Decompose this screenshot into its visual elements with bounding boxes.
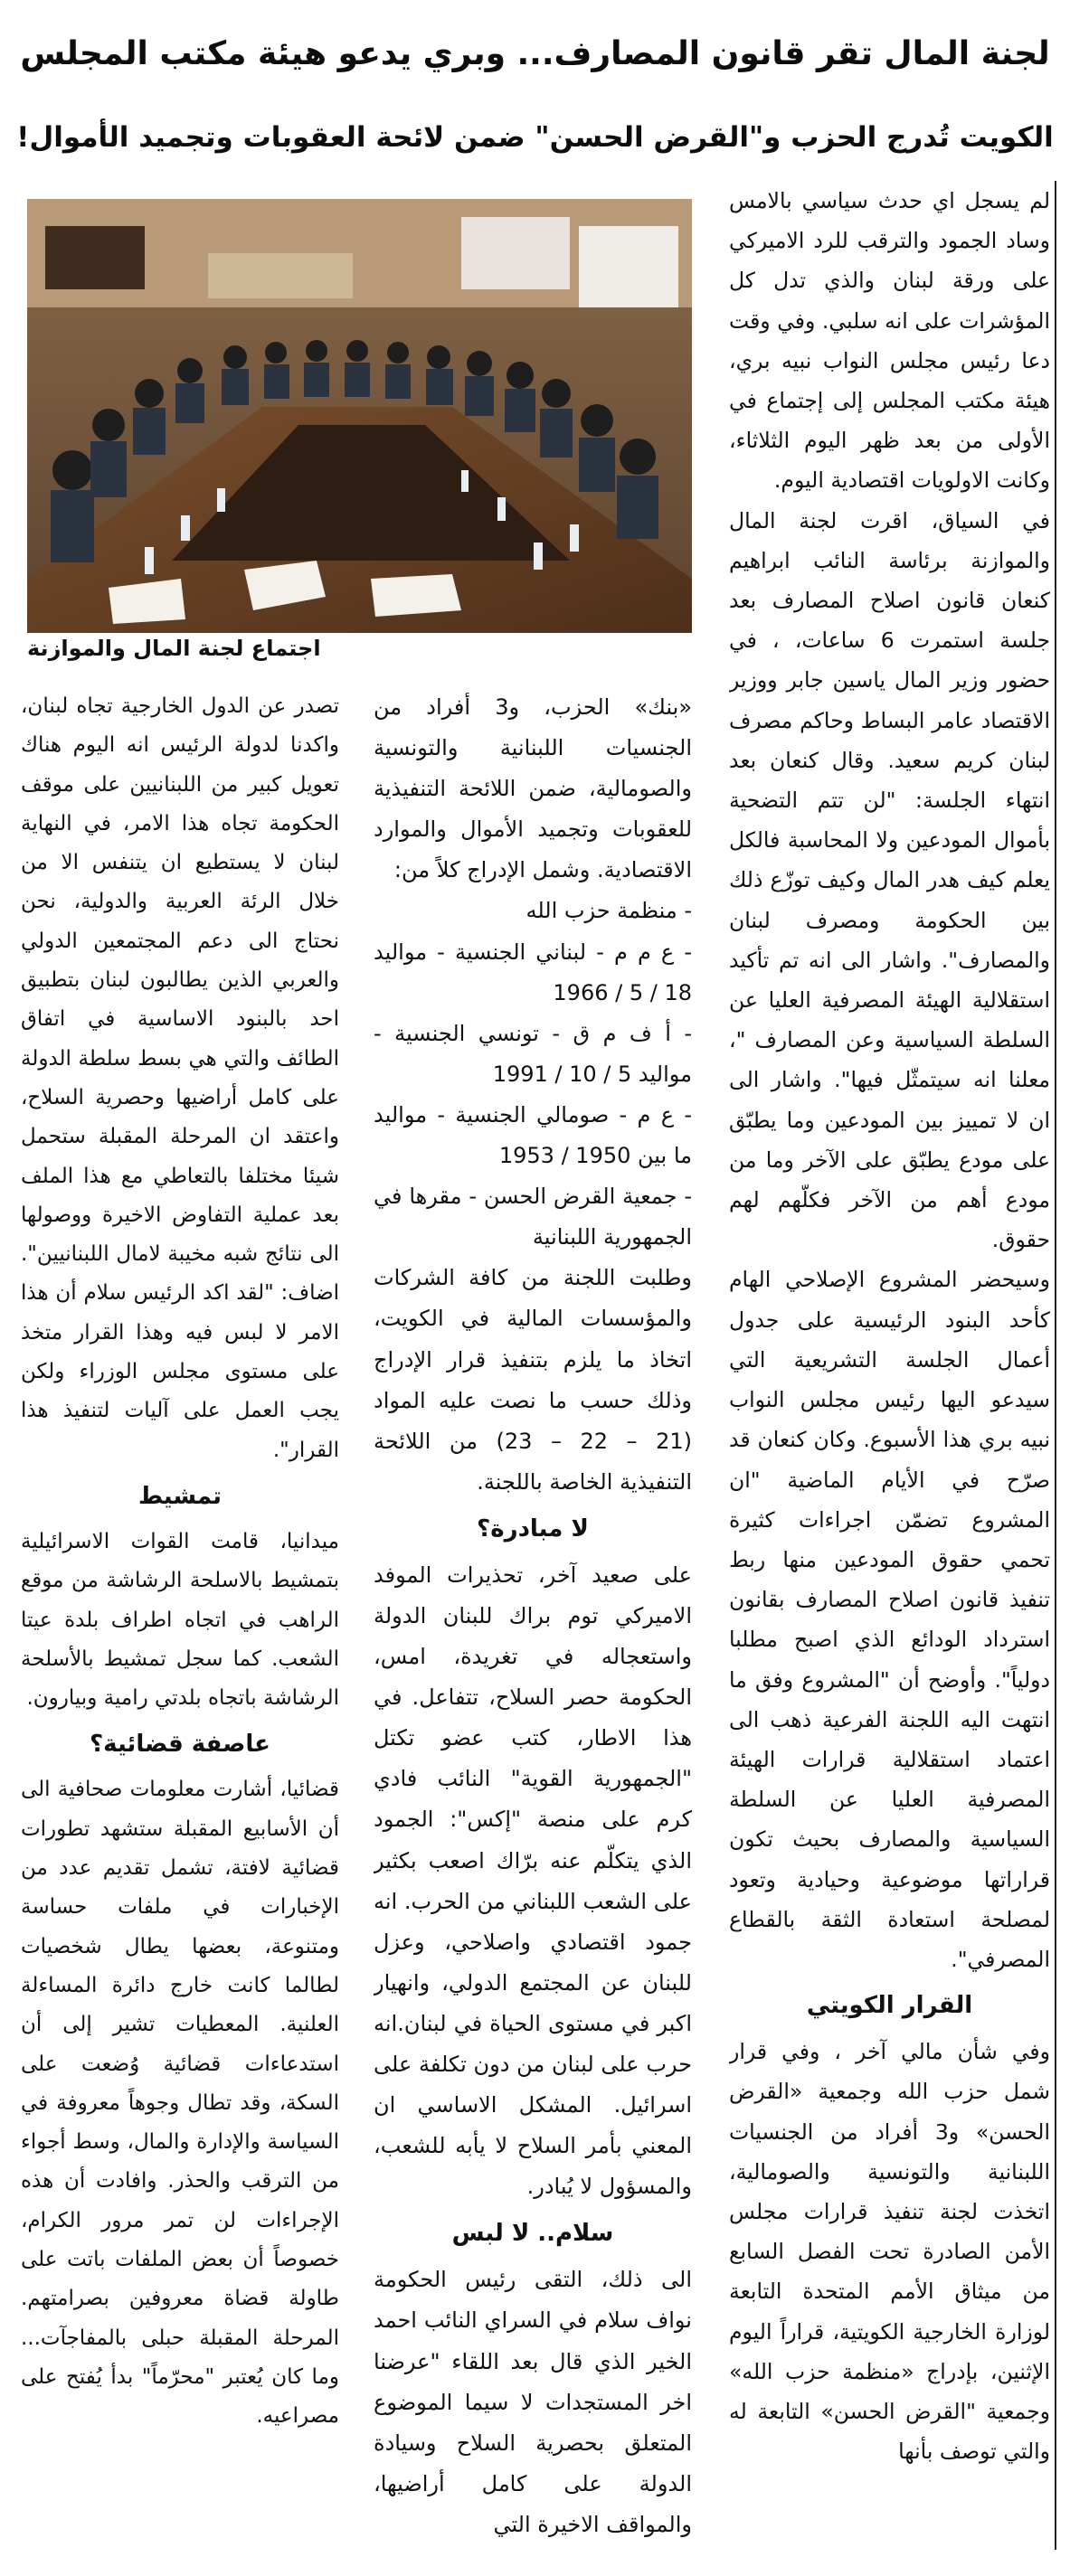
article-column-1 [729, 181, 1050, 2550]
list-item: - أ ف م ق - تونسي الجنسية - مواليد 5 / 10 / 1991 [374, 1020, 692, 1087]
subheading-judicial-storm: عاصفة قضائية؟ [90, 1731, 270, 1759]
list-item: - منظمة حزب الله [526, 898, 692, 924]
paragraph: قضائيا، أشارت معلومات صحافية الى أن الأسابيع المقبلة ستشهد تطورات قضائية لافتة، تشمل تقديم عدد من الإخبارات في ملفات حساسة ومتنوعة، بعضها يطال شخصيات لطالما كانت خارج دائرة المساءلة العلنية. المعطيات تشير إلى أن استدعاءات قضائية وُضعت على السكة، وقد تطال وجوهاً معروفة في السياسة والإدارة والمال، وسط أجواء من الترقب والحذر. وافادت أن هذه الإجراءات لن تمر مرور الكرام، خصوصاً أن بعض الملفات باتت على طاولة قضاة معروفين بصرامتهم. المرحلة المقبلة حبلى بالمفاجآت... وما كان يُعتبر "محرّماً" بدأ يُفتح على مصراعيه. [21, 1778, 339, 2429]
paragraph: الى ذلك، التقى رئيس الحكومة نواف سلام في السراي النائب احمد الخير الذي قال بعد اللقاء "عرضنا اخر المستجدات لا سيما الموضوع المتعلق بحصرية السلاح وسيادة الدولة على كامل أراضيها، والمواقف الاخيرة التي [374, 2267, 692, 2537]
paragraph: وسيحضر المشروع الإصلاحي الهام كأحد البنود الرئيسية على جدول أعمال الجلسة التشريعية التي سيدعو اليها رئيس مجلس النواب نبيه بري هذا الأسبوع. وكان كنعان قد صرّح في الأيام الماضية "ان المشروع تضمّن اجراءات كثيرة تحمي حقوق المودعين منها ربط تنفيذ قانون اصلاح المصارف بقانون استرداد الودائع الذي اصبح مطلبا دولياً". وأوضح أن "المشروع وفق ما انتهت اليه اللجنة الفرعية ذهب الى اعتماد استقلالية قرارات الهيئة المصرفية العليا عن السلطة السياسية والمصارف بحيث تكون قراراتها موضوعية وحيادية وتعود لمصلحة استعادة الثقة بالقطاع المصرفي". [729, 1267, 1050, 1972]
paragraph: في السياق، اقرت لجنة المال والموازنة برئاسة النائب ابراهيم كنعان قانون اصلاح المصارف بعد جلسة استمرت 6 ساعات، ، في حضور وزير المال ياسين جابر ووزير الاقتصاد عامر البساط وحاكم مصرف لبنان كريم سعيد. وقال كنعان بعد انتهاء الجلسة: "لن تتم التضحية بأموال المودعين ولا المحاسبة فالكل يعلم كيف هدر المال وكيف توزّع ذلك بين الحكومة ومصرف لبنان والمصارف". واشار الى انه تم تأكيد استقلالية الهيئة المصرفية العليا عن السلطة السياسية وعن المصارف "، معلنا انه سيتمثّل فيها". واشار الى ان لا تمييز بين المودعين وما يطبّق على مودع يطبّق على الآخر وما من مودع أهم من الآخر فكلّهم لهم حقوق. [729, 507, 1050, 1253]
paragraph: ميدانيا، قامت القوات الاسرائيلية بتمشيط بالاسلحة الرشاشة من موقع الراهب في اتجاه اطراف بلدة عيتا الشعب. كما سجل تمشيط بالأسلحة الرشاشة باتجاه بلدتي رامية وبيارون. [21, 1529, 339, 1711]
headline [16, 13, 1054, 179]
headline-line-1: لجنة المال تقر قانون المصارف... وبري يدعو هيئة مكتب المجلس [20, 35, 1050, 72]
paragraph: تصدر عن الدول الخارجية تجاه لبنان، واكدنا لدولة الرئيس انه اليوم هناك تعويل كبير من اللبنانيين على موقف الحكومة تجاه هذا الامر، في النهاية لبنان لا يستطيع ان يتنفس الا من خلال الرئة العربية والدولية، نحن نحتاج الى دعم المجتمعين الدولي والعربي الذين يطالبون لبنان بتطبيق احد بالبنود الاساسية في اتفاق الطائف والتي هي بسط سلطة الدولة على كامل أراضيها وحصرية السلاح، واعتقد ان المرحلة المقبلة ستحمل شيئا مختلفا بالتعاطي مع هذا الملف بعد عملية التفاوض الاخيرة ووصولها الى نتائج شبه مخيبة لامال اللبنانيين". اضاف: "لقد اكد الرئيس سلام أن هذا الامر لا لبس فيه وهذا القرار متخذ على مستوى مجلس الوزراء ولكن يجب العمل على آليات لتنفيذ هذا القرار". [21, 694, 339, 1462]
paragraph: على صعيد آخر، تحذيرات الموفد الاميركي توم براك للبنان الدولة واستعجاله في تغريدة، امس، الحكومة حصر السلاح، تتفاعل. في هذا الاطار، كتب عضو تكتل "الجمهورية القوية" النائب فادي كرم على منصة "إكس": الجمود الذي يتكلّم عنه برّاك اصعب بكثير على الشعب اللبناني من الحرب. انه جمود اقتصادي واصلاحي، وعزل للبنان عن المجتمع الدولي، وانهيار اكبر في مستوى الحياة في لبنان.انه حرب على لبنان من دون تكلفة على اسرائيل. المشكل الاساسي ان المعني بأمر السلاح لا يأبه للشعب، والمسؤول لا يُبادر. [374, 1562, 692, 2200]
paragraph: لم يسجل اي حدث سياسي بالامس وساد الجمود والترقب للرد الاميركي على ورقة لبنان والذي تدل كل المؤشرات على انه سلبي. وفي وقت دعا رئيس مجلس النواب نبيه بري، هيئة مكتب المجلس إلى إجتماع في الأولى من بعد ظهر اليوم الثلاثاء، وكانت الاولويات اقتصادية اليوم. [729, 188, 1050, 494]
subheading-kuwaiti-decision: القرار الكويتي [806, 1992, 973, 2020]
subheading-sweep: تمشيط [137, 1482, 223, 1510]
paragraph: «بنك» الحزب، و3 أفراد من الجنسيات اللبنانية والتونسية والصومالية، ضمن اللائحة التنفيذية للعقوبات وتجميد الأموال والموارد الاقتصادية. وشمل الإدراج كلاً من: [374, 694, 692, 883]
list-item: - ع م - صومالي الجنسية - مواليد ما بين 1950 / 1953 [374, 1101, 692, 1169]
list-item: - ع م م - لبناني الجنسية - مواليد 18 / 5 / 1966 [374, 939, 692, 1005]
headline-line-2: الكويت تُدرج الحزب و"القرض الحسن" ضمن لائحة العقوبات وتجميد الأموال! [16, 121, 1054, 154]
article-column-2 [374, 687, 692, 2550]
paragraph: وطلبت اللجنة من كافة الشركات والمؤسسات المالية في الكويت، اتخاذ ما يلزم بتنفيذ قرار الإدراج وذلك حسب ما نصت عليه المواد (21 – 22 – 23) من اللائحة التنفيذية الخاصة باللجنة. [374, 1265, 692, 1495]
paragraph: وفي شأن مالي آخر ، وفي قرار شمل حزب الله وجمعية «القرض الحسن» و3 أفراد من الجنسيات اللبنانية والتونسية والصومالية، اتخذت لجنة تنفيذ قرارات مجلس الأمن الصادرة تحت الفصل السابع من ميثاق الأمم المتحدة التابعة لوزارة الخارجية الكويتية، قراراً اليوم الإثنين، بإدراج «منظمة حزب الله» وجمعية "القرض الحسن» التابعة له والتي توصف بأنها [729, 2039, 1050, 2465]
page-edge-rule [1055, 181, 1056, 2550]
subheading-salam: سلام.. لا لبس [451, 2220, 614, 2248]
photo-caption-text: اجتماع لجنة المال والموازنة [27, 636, 321, 661]
article-column-3 [21, 687, 339, 2550]
meeting-photo [27, 199, 692, 633]
subheading-no-initiative: لا مبادرة؟ [477, 1514, 589, 1543]
meeting-photo-illustration [27, 199, 692, 633]
list-item: - جمعية القرض الحسن - مقرها في الجمهورية اللبنانية [374, 1184, 692, 1250]
photo-caption [27, 636, 692, 661]
